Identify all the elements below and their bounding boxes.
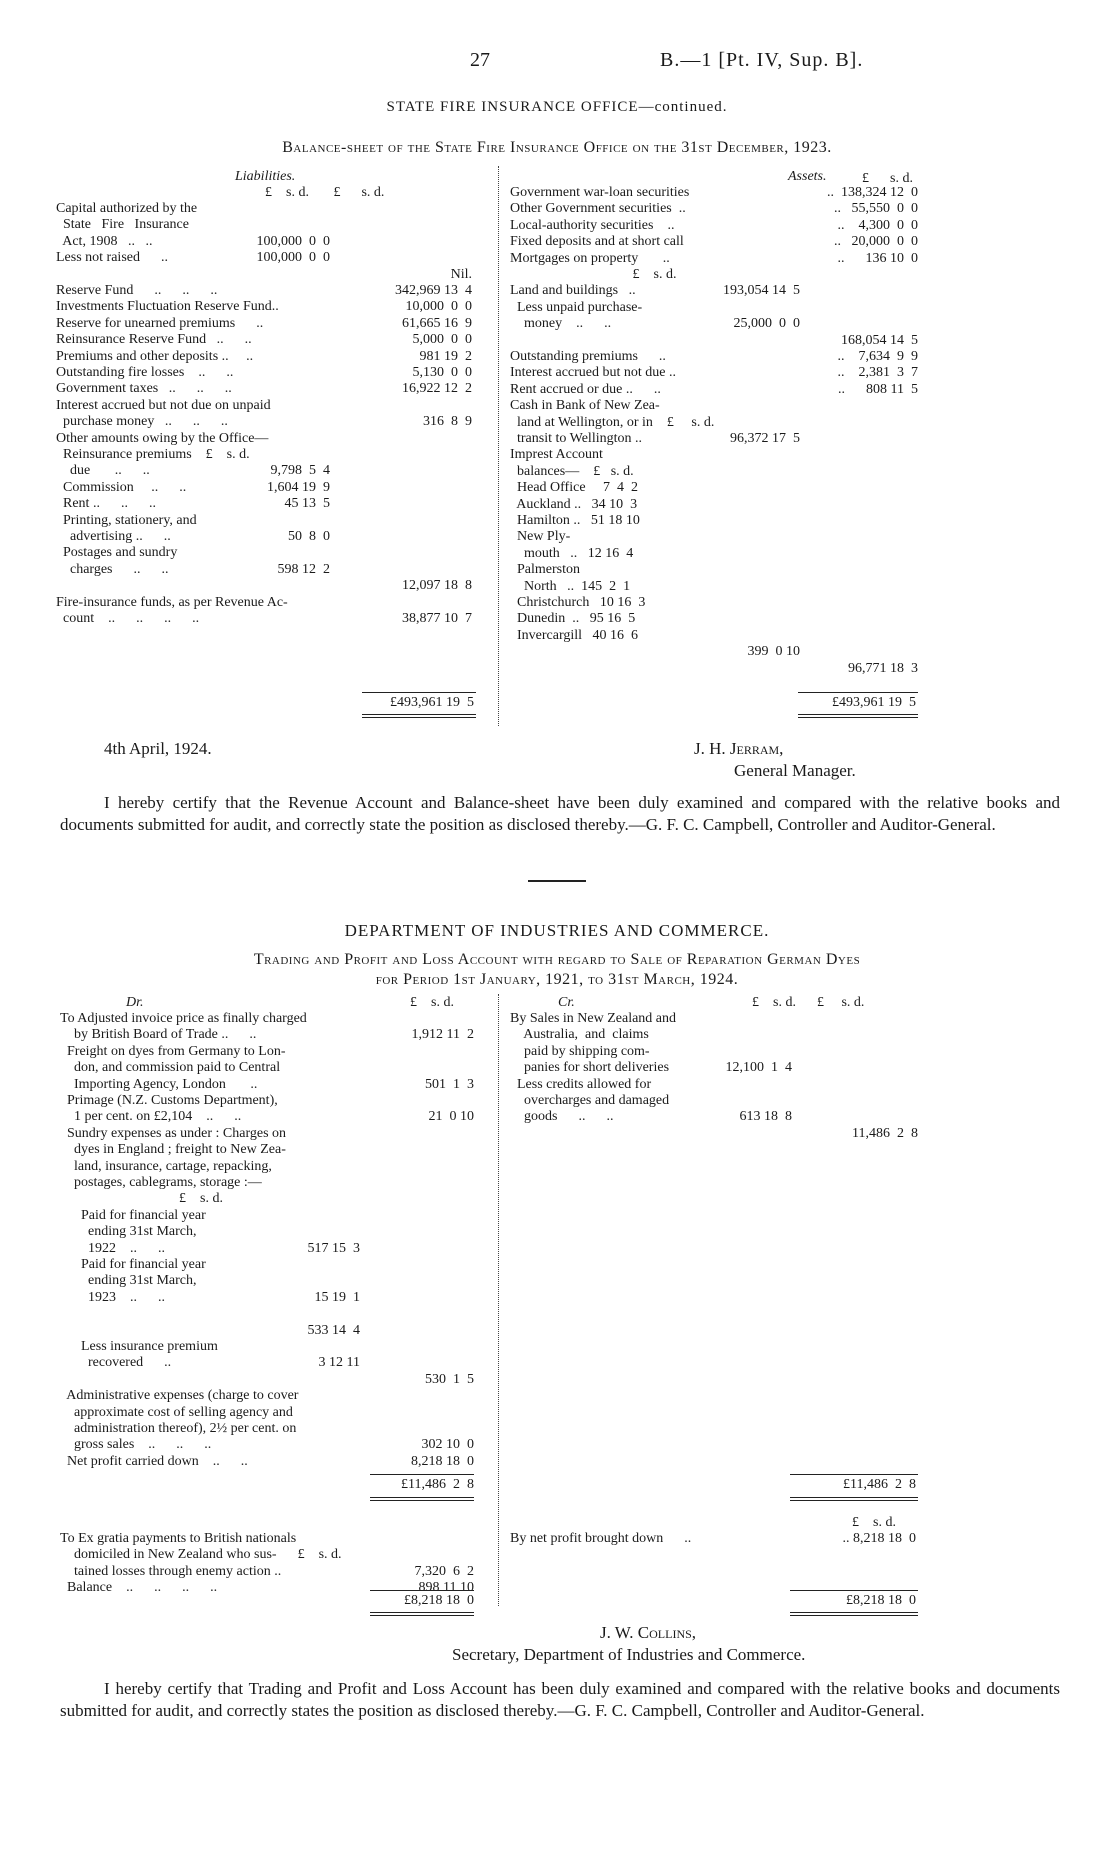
dr-row-amount: 8,218 18 0 [411,1453,474,1469]
dr-row-label: Paid for financial year [60,1257,206,1272]
liab-row-label: Reserve for unearned premiums .. [56,315,264,331]
assets-row-label: mouth .. 12 16 4 [510,545,634,561]
assets-row-label: land at Wellington, or in £ s. d. [510,414,715,430]
assets-row-label: Christchurch 10 16 3 [510,595,646,610]
liabilities-column-headers: £ s. d. £ s. d. [265,185,385,200]
liab-row-amount: 5,000 0 0 [412,332,472,348]
dr-row-subamount: 533 14 4 [307,1322,360,1338]
document-reference: B.—1 [Pt. IV, Sup. B]. [660,49,864,71]
liab-row-label: Commission .. .. [56,479,187,495]
dr-row-label: ending 31st March, [60,1273,197,1289]
assets-row-label: Local-authority securities .. [510,217,675,233]
assets-row-label: Cash in Bank of New Zea- [510,398,660,414]
dr-row-subamount: 15 19 1 [314,1289,360,1305]
assets-row-amount: .. 7,634 9 9 [837,349,918,364]
liab-row-label: Other amounts owing by the Office— [56,430,269,446]
dr-row-subamount: 517 15 3 [307,1240,360,1256]
assets-row-amount: .. 138,324 12 0 [827,185,918,200]
net-profit-brought-down-label: By net profit brought down .. [510,1531,692,1546]
balance-sheet-title: Balance-sheet of the State Fire Insurance Office on the 31st December, 1923. [282,139,832,156]
trading-account-title-1: Trading and Profit and Loss Account with regard to Sale of Reparation German Dyes [253,951,861,968]
balance-sheet-date: 4th April, 1924. [104,739,212,758]
assets-row-label: Rent accrued or due .. .. [510,381,661,397]
cr-row-subamount: 12,100 1 4 [725,1060,792,1076]
assets-row-label: Imprest Account [510,447,603,463]
dr-row-label: Primage (N.Z. Customs Department), [60,1093,278,1108]
liab-row-label: Reinsurance Reserve Fund .. .. [56,332,252,348]
signatory-title-2: Secretary, Department of Industries and Commerce. [452,1645,806,1664]
liab-row-label: Government taxes .. .. .. [56,381,232,397]
dr-row-label: administration thereof), 2½ per cent. on [60,1421,297,1436]
cr-row-label: paid by shipping com- [510,1043,650,1059]
dr-row-label: £ s. d. [60,1191,223,1207]
debit-column-headers: £ s. d. [410,995,454,1010]
liab-row-label: charges .. .. [56,561,169,577]
dr2-row-label: Balance .. .. .. .. [60,1580,218,1596]
liab-row-subamount: 9,798 5 4 [270,463,330,479]
section-divider [528,880,586,882]
cr-row-amount: 11,486 2 8 [852,1125,918,1141]
liab-row-amount: 10,000 0 0 [405,299,472,315]
liab-row-label: Act, 1908 .. .. [56,233,153,249]
assets-row-amount: .. 136 10 0 [837,250,918,266]
liab-row-label: State Fire Insurance [56,217,189,233]
liab-row-label: advertising .. .. [56,529,171,544]
liab-row-amount: Nil. [450,266,472,282]
dr-row-label: Freight on dyes from Germany to Lon- [60,1043,286,1059]
liab-row-subamount: 45 13 5 [284,496,330,512]
cr-row-label: overcharges and damaged [510,1093,670,1108]
liab-row-subamount: 100,000 0 0 [256,233,330,249]
assets-row-amount: .. 55,550 0 0 [834,201,918,217]
liabilities-total: £493,961 19 5 [390,695,474,710]
assets-row-subamount: 193,054 14 5 [723,283,800,299]
assets-row-label: Invercargill 40 16 6 [510,627,639,643]
liab-row-label: Premiums and other deposits .. .. [56,348,254,364]
assets-row-label: Government war-loan securities [510,185,690,200]
assets-row-label: Interest accrued but not due .. [510,365,676,381]
assets-row-label: transit to Wellington .. [510,431,642,446]
assets-total: £493,961 19 5 [832,695,916,710]
dr-row-label: Importing Agency, London .. [60,1076,258,1092]
assets-row-label: Outstanding premiums .. [510,349,666,364]
dr-row-amount: 530 1 5 [425,1371,474,1387]
assets-row-amount: .. 2,381 3 7 [837,365,918,381]
dr-row-label: postages, cablegrams, storage :— [60,1175,262,1190]
liab-row-subamount: 50 8 0 [288,529,330,544]
dr-row-label: gross sales .. .. .. [60,1437,212,1453]
assets-row-label: Less unpaid purchase- [510,299,643,315]
dr-row-label: don, and commission paid to Central [60,1060,281,1076]
liab-row-label: Postages and sundry [56,545,178,561]
dr-row-label: Paid for financial year [60,1207,206,1223]
dr-row-amount: 21 0 10 [428,1109,474,1125]
cr-row-label: panies for short deliveries [510,1060,670,1076]
dr-row-label: by British Board of Trade .. .. [60,1027,257,1043]
assets-row-label: Head Office 7 4 2 [510,480,639,496]
dr-row-subamount: 3 12 11 [318,1355,360,1371]
liab-row-label: Less not raised .. [56,250,168,266]
assets-row-label: Other Government securities .. [510,201,686,217]
net-profit-brought-down-value: .. 8,218 18 0 [842,1531,916,1546]
liab-row-label: Capital authorized by the [56,201,198,216]
signatory-title: General Manager. [734,761,856,780]
cr-row-label: goods .. .. [510,1109,614,1125]
dr-row-label: dyes in England ; freight to New Zea- [60,1142,286,1158]
page-number: 27 [470,49,490,71]
assets-row-label: Auckland .. 34 10 3 [510,496,638,512]
assets-row-label: balances— £ s. d. [510,463,634,479]
column-divider-2 [498,994,499,1606]
liab-row-amount: 981 19 2 [419,348,472,364]
cr-row-subamount: 613 18 8 [739,1109,792,1125]
assets-row-label: £ s. d. [510,267,677,282]
assets-row-label: North .. 145 2 1 [510,578,631,594]
dr2-row-label: domiciled in New Zealand who sus- £ s. d. [60,1547,342,1563]
dr-row-label: land, insurance, cartage, repacking, [60,1158,272,1174]
assets-heading: Assets. [788,169,827,184]
assets-row-amount: .. 4,300 0 0 [837,217,918,233]
credit-column-headers: £ s. d. £ s. d. [752,995,865,1010]
dr-row-amount: 501 1 3 [425,1076,474,1092]
liab-row-label: Investments Fluctuation Reserve Fund.. [56,299,279,315]
section-heading-industries: DEPARTMENT OF INDUSTRIES AND COMMERCE. [344,921,770,940]
assets-row-subamount: 399 0 10 [747,644,800,660]
dr-row-label: Net profit carried down .. .. [60,1453,248,1469]
liab-row-label: due .. .. [56,463,150,479]
appropriation-credit-total: £8,218 18 0 [846,1593,916,1608]
dr-row-label: 1922 .. .. [60,1240,165,1256]
liab-row-label: Printing, stationery, and [56,512,197,528]
assets-row-amount: .. 808 11 5 [838,381,918,397]
liab-row-label: Reserve Fund .. .. .. [56,283,218,298]
cr-row-label: Australia, and claims [510,1027,649,1043]
dr-row-label: recovered .. [60,1355,172,1371]
assets-row-amount: 96,771 18 3 [848,660,918,676]
liab-row-subamount: 1,604 19 9 [267,479,330,495]
cr-row-label: Less credits allowed for [510,1076,652,1092]
dr2-row-label: To Ex gratia payments to British nationals [60,1531,297,1546]
assets-row-label: New Ply- [510,529,571,545]
assets-column-headers: £ s. d. [862,171,913,186]
liab-row-amount: 342,969 13 4 [395,283,472,298]
assets-row-subamount: 96,372 17 5 [730,431,800,446]
signatory-name-2: J. W. Collins, [600,1623,697,1642]
audit-certificate-2: I hereby certify that Trading and Profit and Loss Account has been duly examined and compared with the relative books and documents submitted for audit, and correctly states the position as disclosed thereby.—G. F. C. Campbell, Controller and Auditor-General. [60,1679,1060,1720]
trading-account-title-2: for Period 1st January, 1921, to 31st March, 1924. [375,971,739,988]
dr-row-amount: 302 10 0 [421,1437,474,1453]
dr-row-label: Less insurance premium [60,1339,218,1354]
liab-row-label: purchase money .. .. .. [56,414,228,430]
dr2-row-amount: 898 11 10 [418,1580,474,1596]
liab-row-label: Fire-insurance funds, as per Revenue Ac- [56,594,288,610]
dr2-row-amount: 7,320 6 2 [414,1563,474,1579]
liab-row-subamount: 598 12 2 [277,561,330,577]
liab-row-amount: 16,922 12 2 [402,381,472,397]
dr-row-amount: 1,912 11 2 [411,1027,474,1043]
dr-row-label: Sundry expenses as under : Charges on [60,1125,287,1141]
section-heading-state-fire: STATE FIRE INSURANCE OFFICE—continued. [386,99,728,115]
signatory-name: J. H. Jerram, [694,739,784,758]
assets-row-label: money .. .. [510,316,612,332]
liab-row-amount: 5,130 0 0 [412,365,472,380]
cr-row-label: By Sales in New Zealand and [510,1011,677,1026]
liab-row-amount: 316 8 9 [423,414,472,430]
assets-row-label: Land and buildings .. [510,283,636,299]
assets-row-label: Hamilton .. 51 18 10 [510,513,640,528]
assets-row-label: Dunedin .. 95 16 5 [510,611,636,627]
liab-row-amount: 12,097 18 8 [402,578,472,594]
debit-total: £11,486 2 8 [401,1477,474,1492]
liab-row-label: Reinsurance premiums £ s. d. [56,447,250,462]
assets-row-subamount: 25,000 0 0 [733,316,800,332]
liab-row-label: Outstanding fire losses .. .. [56,365,234,380]
assets-row-amount: .. 20,000 0 0 [834,234,918,250]
debit-heading: Dr. [126,995,144,1010]
assets-row-label: Palmerston [510,562,580,578]
assets-row-label: Fixed deposits and at short call [510,234,684,250]
liab-row-label: Interest accrued but not due on unpaid [56,397,271,413]
credit-heading: Cr. [558,995,575,1010]
dr-row-label: ending 31st March, [60,1224,197,1240]
appropriation-debit-total: £8,218 18 0 [404,1593,474,1608]
dr-row-label: Administrative expenses (charge to cover [60,1388,299,1404]
column-divider [498,166,499,726]
dr-row-label: 1 per cent. on £2,104 .. .. [60,1109,242,1125]
liab-row-subamount: 100,000 0 0 [256,250,330,266]
appropriation-credit-column-headers: £ s. d. [852,1515,896,1530]
audit-certificate-1: I hereby certify that the Revenue Account and Balance-sheet have been duly examined and compared with the relative books and documents submitted for audit, and correctly state the position as disclosed thereby.—G. F. C. Campbell, Controller and Auditor-General. [60,793,1060,834]
assets-row-amount: 168,054 14 5 [841,332,918,348]
dr2-row-label: tained losses through enemy action .. [60,1563,282,1579]
dr-row-label: approximate cost of selling agency and [60,1404,293,1420]
liab-row-amount: 38,877 10 7 [402,611,472,626]
dr-row-label: 1923 .. .. [60,1289,165,1305]
liab-row-label: Rent .. .. .. [56,496,156,512]
assets-row-label: Mortgages on property .. [510,250,670,266]
dr-row-label: To Adjusted invoice price as finally charged [60,1011,307,1026]
credit-total: £11,486 2 8 [843,1477,916,1492]
liabilities-heading: Liabilities. [235,169,296,184]
liab-row-label: count .. .. .. .. [56,611,200,626]
liab-row-amount: 61,665 16 9 [402,315,472,331]
